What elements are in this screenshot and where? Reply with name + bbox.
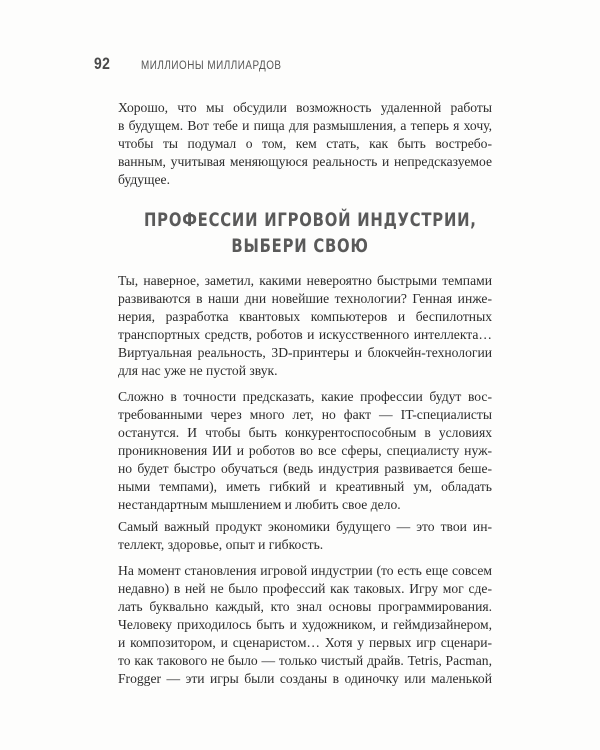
text-line: Виртуальная реальность, 3D-принтеры и блокчейн-технологии — [118, 345, 492, 360]
text-line: ными темпами), иметь гибкий и креативный ум, обладать — [118, 479, 492, 494]
book-title: МИЛЛИОНЫ МИЛЛИАРДОВ — [141, 60, 282, 72]
text-line: развиваются в наши дни новейшие технологии? Генная инже- — [118, 291, 492, 306]
text-line: Человеку приходилось быть и художником, и геймдизайнером, — [118, 617, 492, 632]
text-line: то как такового не было — только чистый драйв. Tetris, Pacman, — [118, 653, 492, 668]
section-heading-line: ПРОФЕССИИ ИГРОВОЙ ИНДУСТРИИ, — [144, 209, 477, 231]
paragraph — [118, 562, 492, 688]
page-number: 92 — [94, 54, 111, 73]
text-line: Сложно в точности предсказать, какие профессии будут вос- — [118, 389, 492, 404]
text-line: в будущем. Вот тебе и пища для размышления, а теперь я хочу, — [118, 118, 492, 133]
paragraph — [118, 272, 492, 380]
text-line: но будет быстро обучаться (ведь индустрия развивается беше- — [118, 461, 492, 476]
running-head — [94, 54, 304, 76]
text-line: требованными через много лет, но факт — IT-специалисты — [118, 407, 492, 422]
text-line: На момент становления игровой индустрии (то есть еще совсем — [118, 563, 492, 578]
paragraph — [118, 518, 492, 554]
text-line: будущее. — [118, 172, 170, 187]
text-line: проникновения ИИ и роботов во все сферы, специалисту нуж- — [118, 443, 492, 458]
intro-paragraph — [118, 99, 492, 189]
paragraph — [118, 388, 492, 514]
text-line: Frogger — эти игры были созданы в одиночку или маленькой — [118, 671, 492, 686]
text-line: для нас уже не пустой звук. — [118, 363, 278, 378]
section-heading — [100, 207, 500, 259]
text-line: Ты, наверное, заметил, какими невероятно быстрыми темпами — [118, 273, 492, 288]
text-line: Хорошо, что мы обсудили возможность удаленной работы — [118, 100, 492, 115]
text-line: останутся. И чтобы быть конкурентоспособным в условиях — [118, 425, 492, 440]
text-line: нерия, разработка квантовых компьютеров и беспилотных — [118, 309, 492, 324]
text-line: теллект, здоровье, опыт и гибкость. — [118, 537, 324, 552]
text-line: и композитором, и сценаристом… Хотя у первых игр сценари- — [118, 635, 492, 650]
text-line: ванным, учитывая меняющуюся реальность и непредсказуемое — [118, 154, 492, 169]
text-line: лать буквально каждый, кто знал основы программирования. — [118, 599, 492, 614]
text-line: чтобы ты подумал о том, кем стать, как быть востребо- — [118, 136, 492, 151]
text-line: транспортных средств, роботов и искусственного интеллекта… — [118, 327, 492, 342]
text-line: недавно) в ней не было профессий как таковых. Игру мог сде- — [118, 581, 492, 596]
text-line: Самый важный продукт экономики будущего — это твои ин- — [118, 519, 492, 534]
text-line: нестандартным мышлением и любить свое дело. — [118, 497, 401, 512]
section-heading-line: ВЫБЕРИ СВОЮ — [231, 235, 369, 257]
